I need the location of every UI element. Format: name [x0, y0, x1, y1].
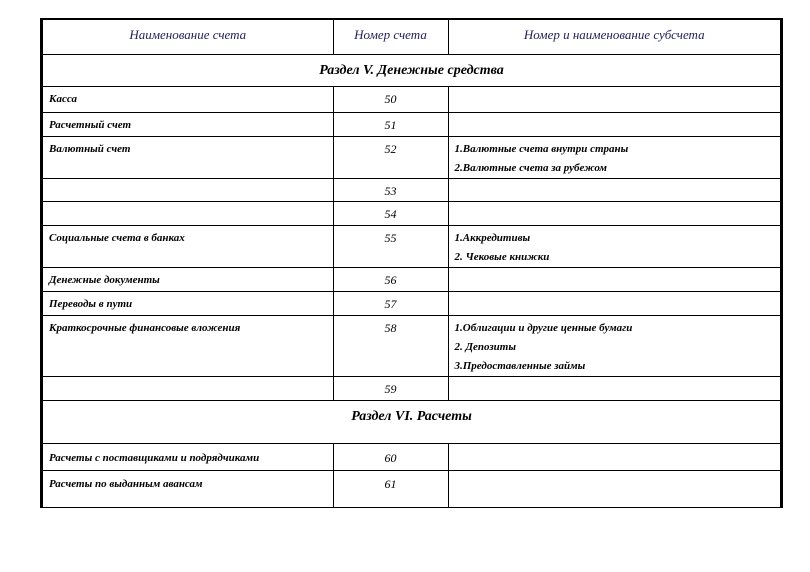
table-header-row: [43, 20, 780, 55]
section-title: Раздел VI. Расчеты: [43, 401, 780, 444]
subaccounts: [448, 113, 780, 137]
account-name: [43, 179, 333, 202]
subaccounts: [448, 471, 780, 507]
account-number: 53: [333, 179, 448, 202]
section-title: Раздел V. Денежные средства: [43, 55, 780, 87]
account-number: 61: [333, 471, 448, 507]
subaccount-item: 1.Валютные счета внутри страны: [454, 143, 629, 155]
subaccounts: [448, 137, 780, 179]
header-subaccount: Номер и наименование субсчета: [448, 20, 780, 55]
table-row: [43, 137, 780, 179]
table-row: [43, 268, 780, 292]
account-name: [43, 202, 333, 226]
subaccount-item: 3.Предоставленные займы: [454, 360, 586, 372]
subaccount-item: 1.Облигации и другие ценные бумаги: [454, 322, 633, 334]
subaccounts: [448, 292, 780, 316]
table-row: [43, 444, 780, 471]
subaccounts: [448, 316, 780, 377]
account-name: Расчеты с поставщиками и подрядчиками: [43, 444, 333, 471]
account-number: 51: [333, 113, 448, 137]
table-row: [43, 202, 780, 226]
subaccount-item: 2. Депозиты: [454, 341, 516, 353]
subaccounts: [448, 444, 780, 471]
table-row: [43, 377, 780, 401]
accounts-table: [43, 20, 780, 507]
account-name: Касса: [43, 87, 333, 113]
table-row: [43, 471, 780, 507]
account-name: Валютный счет: [43, 137, 333, 179]
account-number: 50: [333, 87, 448, 113]
subaccount-item: 1.Аккредитивы: [454, 232, 531, 244]
table-row: [43, 113, 780, 137]
account-name: [43, 377, 333, 401]
table-row: [43, 316, 780, 377]
table-row: [43, 292, 780, 316]
account-number: 56: [333, 268, 448, 292]
header-account-name: Наименование счета: [43, 20, 333, 55]
account-number: 55: [333, 226, 448, 268]
subaccounts: [448, 179, 780, 202]
table-row: [43, 226, 780, 268]
account-number: 59: [333, 377, 448, 401]
subaccounts: [448, 268, 780, 292]
table-row: [43, 87, 780, 113]
header-account-number: Номер счета: [333, 20, 448, 55]
table-row: [43, 179, 780, 202]
account-name: Переводы в пути: [43, 292, 333, 316]
account-name: Социальные счета в банках: [43, 226, 333, 268]
subaccount-item: 2.Валютные счета за рубежом: [454, 162, 607, 174]
account-number: 58: [333, 316, 448, 377]
account-name: Краткосрочные финансовые вложения: [43, 316, 333, 377]
account-name: Расчеты по выданным авансам: [43, 471, 333, 507]
account-number: 60: [333, 444, 448, 471]
account-number: 52: [333, 137, 448, 179]
account-number: 54: [333, 202, 448, 226]
account-number: 57: [333, 292, 448, 316]
account-name: Денежные документы: [43, 268, 333, 292]
subaccount-item: 2. Чековые книжки: [454, 251, 550, 263]
chart-of-accounts-sheet: [40, 18, 783, 508]
subaccounts: [448, 377, 780, 401]
section-row: [43, 55, 780, 87]
subaccounts: [448, 226, 780, 268]
subaccounts: [448, 202, 780, 226]
account-name: Расчетный счет: [43, 113, 333, 137]
section-row: [43, 401, 780, 444]
subaccounts: [448, 87, 780, 113]
